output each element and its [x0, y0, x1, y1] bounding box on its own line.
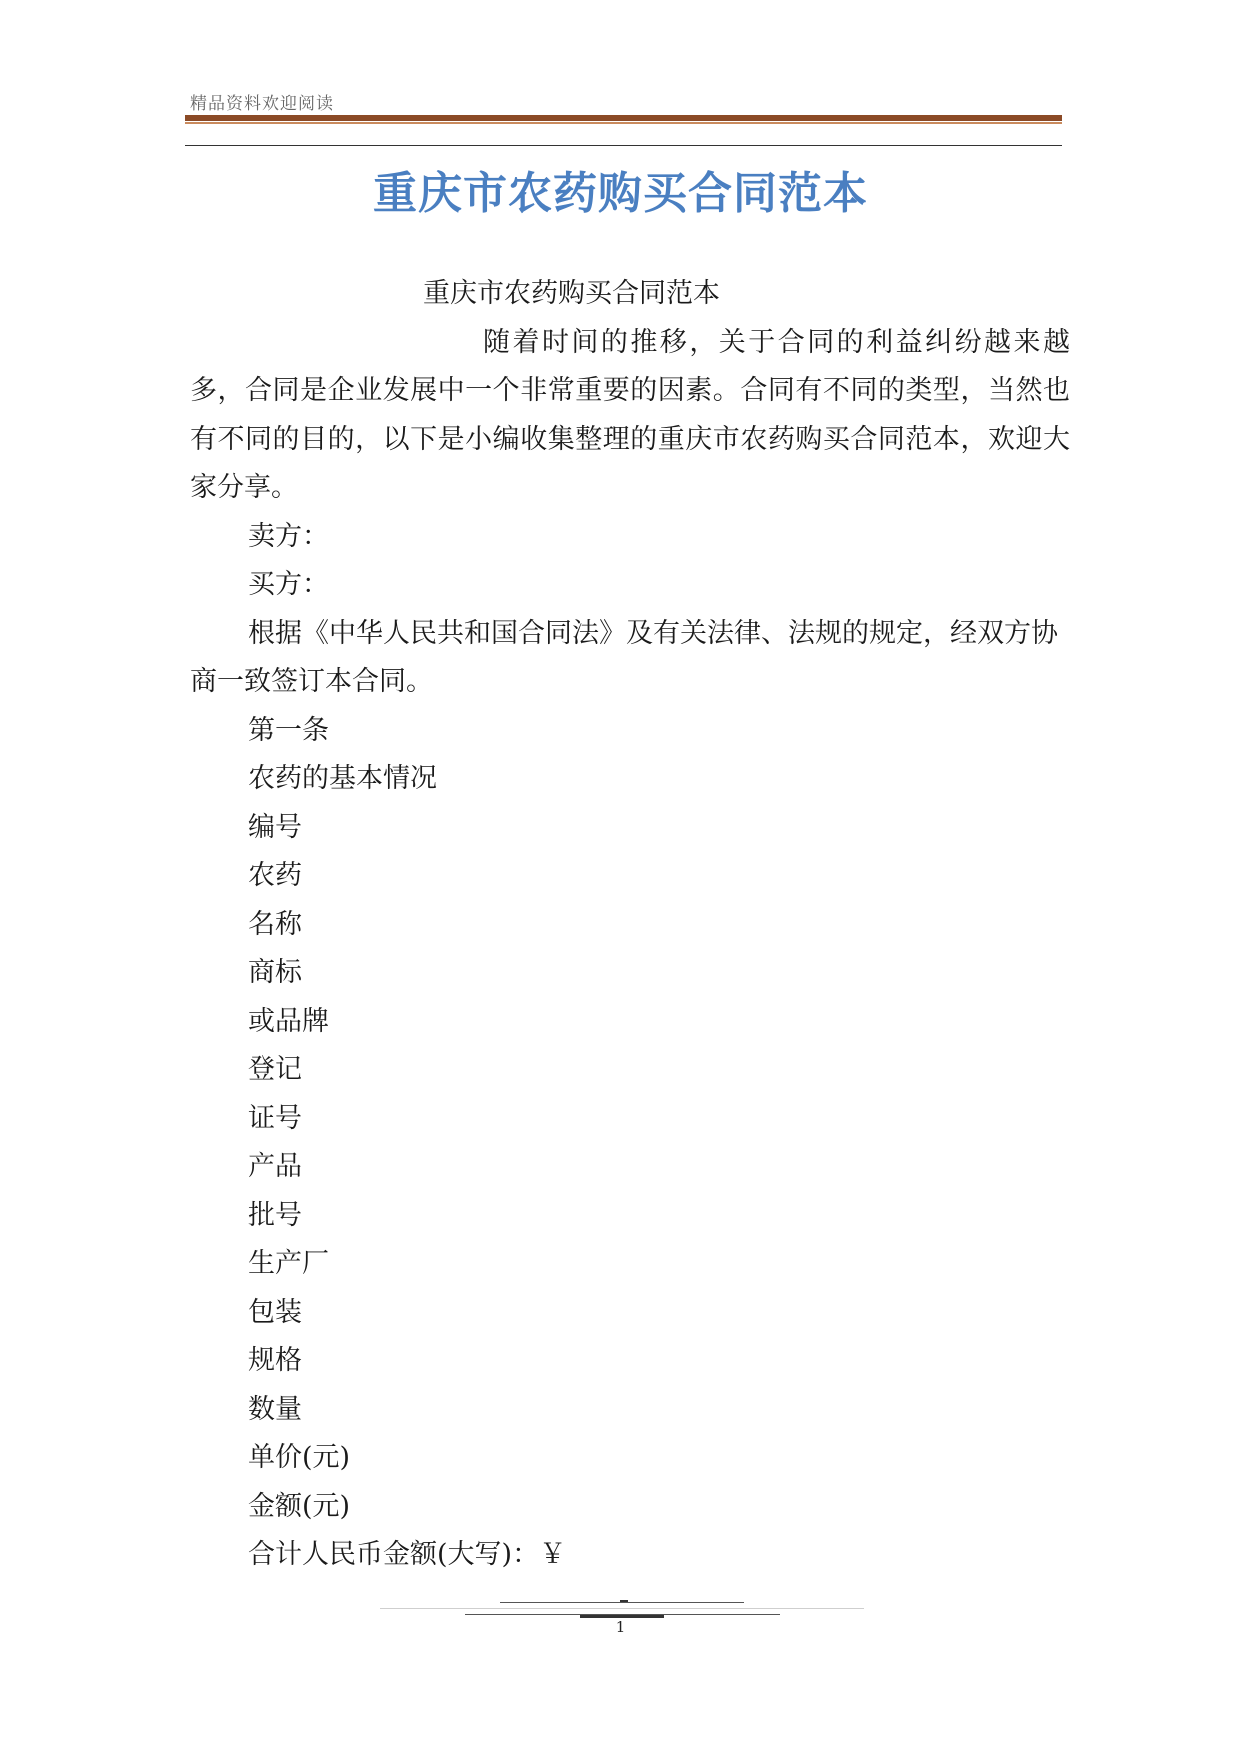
list-item: 登记 — [248, 1054, 302, 1085]
body-subtitle: 重庆市农药购买合同范本 — [423, 278, 720, 309]
list-item: 名称 — [248, 908, 302, 940]
list-item: 农药的基本情况 — [248, 763, 437, 794]
page-header-text: 精品资料欢迎阅读 — [190, 94, 334, 114]
list-item: 数量 — [248, 1393, 302, 1425]
basis-paragraph: 根据《中华人民共和国合同法》及有关法律、法规的规定，经双方协商一致签订本合同。 — [190, 617, 1058, 697]
list-item: 生产厂 — [248, 1248, 329, 1279]
list-item: 或品牌 — [248, 1005, 329, 1037]
footer-rule — [380, 1608, 864, 1609]
document-body — [190, 270, 1070, 1580]
list-item: 编号 — [248, 811, 302, 843]
article-heading: 第一条 — [248, 714, 329, 746]
total-amount-line: 合计人民币金额(大写)：￥ — [248, 1539, 567, 1570]
list-item: 批号 — [248, 1199, 302, 1231]
list-item: 规格 — [248, 1345, 302, 1376]
list-item: 金额(元) — [248, 1490, 351, 1522]
list-item: 单价(元) — [248, 1442, 351, 1473]
list-item: 证号 — [248, 1102, 302, 1134]
page-number: 1 — [615, 1618, 626, 1636]
header-rule-thick — [185, 115, 1062, 121]
seller-line: 卖方： — [248, 520, 329, 552]
list-item: 产品 — [248, 1151, 302, 1182]
list-item: 农药 — [248, 860, 302, 891]
document-title: 重庆市农药购买合同范本 — [373, 168, 868, 219]
footer-rule — [620, 1600, 628, 1602]
header-rule-accent — [185, 122, 1062, 124]
intro-paragraph: 随着时间的推移，关于合同的利益纠纷越来越多，合同是企业发展中一个非常重要的因素。合同有不同的类型，当然也有不同的目的，以下是小编收集整理的重庆市农药购买合同范本，欢迎大家分享。 — [190, 326, 1070, 503]
list-item: 商标 — [248, 957, 302, 988]
buyer-line: 买方： — [248, 569, 329, 600]
header-rule-thin — [185, 145, 1062, 146]
footer-rule — [500, 1602, 744, 1603]
list-item: 包装 — [248, 1296, 302, 1328]
